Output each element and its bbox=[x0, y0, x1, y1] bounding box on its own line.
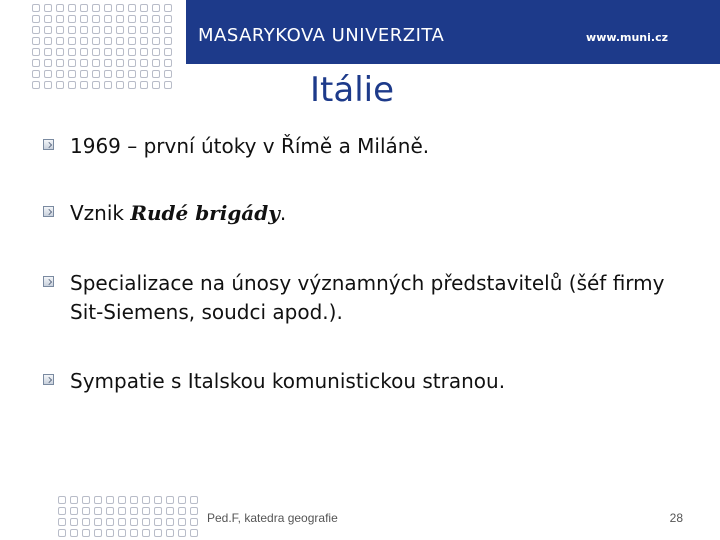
pattern-square bbox=[152, 4, 160, 12]
bullet-item bbox=[43, 132, 695, 161]
pattern-square bbox=[70, 496, 78, 504]
pattern-square bbox=[104, 15, 112, 23]
pattern-square bbox=[44, 48, 52, 56]
pattern-square bbox=[92, 4, 100, 12]
pattern-square bbox=[190, 496, 198, 504]
pattern-square bbox=[44, 59, 52, 67]
pattern-square bbox=[142, 518, 150, 526]
pattern-square bbox=[70, 518, 78, 526]
pattern-square bbox=[44, 4, 52, 12]
pattern-square bbox=[56, 48, 64, 56]
pattern-square bbox=[56, 59, 64, 67]
pattern-square bbox=[118, 518, 126, 526]
pattern-square bbox=[166, 507, 174, 515]
pattern-square bbox=[116, 26, 124, 34]
pattern-square bbox=[128, 37, 136, 45]
pattern-square bbox=[94, 518, 102, 526]
pattern-square bbox=[32, 37, 40, 45]
bullet-text: 1969 – první útoky v Římě a Miláně. bbox=[70, 134, 430, 158]
pattern-square bbox=[164, 37, 172, 45]
pattern-square bbox=[32, 4, 40, 12]
pattern-square bbox=[94, 529, 102, 537]
bullet-text: Specializace na únosy významných představitelů (šéf firmy Sit-Siemens, soudci apod.). bbox=[70, 271, 665, 324]
pattern-square bbox=[58, 518, 66, 526]
pattern-square bbox=[70, 507, 78, 515]
pattern-square bbox=[130, 507, 138, 515]
pattern-square bbox=[56, 26, 64, 34]
header-url: www.muni.cz bbox=[586, 31, 668, 44]
footer-text: Ped.F, katedra geografie bbox=[207, 511, 338, 525]
pattern-square bbox=[80, 48, 88, 56]
pattern-square bbox=[68, 81, 76, 89]
bullet-item bbox=[43, 199, 695, 228]
pattern-square bbox=[116, 81, 124, 89]
pattern-square bbox=[164, 70, 172, 78]
bullet-icon bbox=[43, 139, 54, 150]
pattern-square bbox=[32, 59, 40, 67]
pattern-square bbox=[142, 529, 150, 537]
pattern-square bbox=[118, 507, 126, 515]
pattern-square bbox=[140, 81, 148, 89]
pattern-square bbox=[56, 37, 64, 45]
pattern-square bbox=[94, 496, 102, 504]
pattern-square bbox=[178, 507, 186, 515]
pattern-square bbox=[128, 70, 136, 78]
pattern-square bbox=[190, 507, 198, 515]
pattern-square bbox=[178, 518, 186, 526]
pattern-square bbox=[166, 518, 174, 526]
pattern-square bbox=[164, 48, 172, 56]
pattern-square bbox=[128, 59, 136, 67]
pattern-square bbox=[130, 529, 138, 537]
pattern-square bbox=[58, 529, 66, 537]
decorative-square-pattern bbox=[0, 0, 186, 84]
pattern-square bbox=[104, 59, 112, 67]
bullet-icon bbox=[43, 206, 54, 217]
pattern-square bbox=[190, 529, 198, 537]
pattern-square bbox=[68, 70, 76, 78]
pattern-square bbox=[152, 81, 160, 89]
pattern-square bbox=[32, 70, 40, 78]
pattern-square bbox=[80, 15, 88, 23]
pattern-square bbox=[32, 15, 40, 23]
pattern-square bbox=[152, 70, 160, 78]
pattern-square bbox=[68, 4, 76, 12]
pattern-square bbox=[118, 496, 126, 504]
pattern-square bbox=[166, 496, 174, 504]
pattern-square bbox=[92, 70, 100, 78]
pattern-square bbox=[104, 4, 112, 12]
pattern-square bbox=[80, 81, 88, 89]
pattern-square bbox=[128, 81, 136, 89]
pattern-square bbox=[104, 70, 112, 78]
pattern-square bbox=[70, 529, 78, 537]
pattern-square bbox=[152, 37, 160, 45]
pattern-square bbox=[152, 26, 160, 34]
bullet-prefix: Vznik bbox=[70, 201, 131, 225]
pattern-square bbox=[190, 518, 198, 526]
pattern-square bbox=[128, 48, 136, 56]
pattern-square bbox=[116, 15, 124, 23]
pattern-square bbox=[152, 15, 160, 23]
pattern-square bbox=[154, 529, 162, 537]
bullet-item bbox=[43, 269, 695, 327]
pattern-square bbox=[68, 26, 76, 34]
pattern-square bbox=[58, 507, 66, 515]
pattern-square bbox=[140, 70, 148, 78]
bullet-suffix: . bbox=[279, 201, 287, 225]
pattern-square bbox=[92, 37, 100, 45]
pattern-square bbox=[56, 70, 64, 78]
pattern-square bbox=[166, 529, 174, 537]
pattern-square bbox=[104, 26, 112, 34]
pattern-square bbox=[92, 15, 100, 23]
pattern-square bbox=[44, 81, 52, 89]
pattern-square bbox=[140, 37, 148, 45]
pattern-square bbox=[152, 48, 160, 56]
pattern-square bbox=[44, 15, 52, 23]
pattern-square bbox=[154, 518, 162, 526]
pattern-square bbox=[44, 26, 52, 34]
bullet-text: Sympatie s Italskou komunistickou stranou. bbox=[70, 369, 506, 393]
pattern-square bbox=[154, 496, 162, 504]
pattern-square bbox=[80, 70, 88, 78]
pattern-square bbox=[44, 70, 52, 78]
pattern-square bbox=[140, 26, 148, 34]
page-number: 28 bbox=[669, 511, 683, 525]
pattern-square bbox=[80, 37, 88, 45]
pattern-square bbox=[178, 529, 186, 537]
bullet-text bbox=[70, 199, 695, 228]
pattern-square bbox=[178, 496, 186, 504]
pattern-square bbox=[104, 81, 112, 89]
pattern-square bbox=[130, 518, 138, 526]
pattern-square bbox=[164, 15, 172, 23]
pattern-square bbox=[106, 529, 114, 537]
pattern-square bbox=[140, 15, 148, 23]
pattern-square bbox=[154, 507, 162, 515]
pattern-square bbox=[128, 26, 136, 34]
pattern-square bbox=[92, 26, 100, 34]
pattern-square bbox=[32, 48, 40, 56]
pattern-square bbox=[56, 15, 64, 23]
pattern-square bbox=[164, 26, 172, 34]
pattern-square bbox=[92, 59, 100, 67]
pattern-square bbox=[140, 48, 148, 56]
pattern-square bbox=[164, 59, 172, 67]
pattern-square bbox=[140, 59, 148, 67]
pattern-square bbox=[142, 507, 150, 515]
pattern-square bbox=[56, 81, 64, 89]
pattern-square bbox=[118, 529, 126, 537]
pattern-square bbox=[164, 81, 172, 89]
pattern-square bbox=[80, 26, 88, 34]
pattern-square bbox=[116, 59, 124, 67]
pattern-square bbox=[32, 26, 40, 34]
pattern-square bbox=[116, 4, 124, 12]
bullet-icon bbox=[43, 374, 54, 385]
pattern-square bbox=[92, 48, 100, 56]
pattern-square bbox=[82, 518, 90, 526]
pattern-square bbox=[68, 59, 76, 67]
pattern-square bbox=[116, 70, 124, 78]
pattern-square bbox=[104, 48, 112, 56]
pattern-square bbox=[82, 529, 90, 537]
pattern-square bbox=[68, 48, 76, 56]
pattern-square bbox=[94, 507, 102, 515]
pattern-square bbox=[106, 507, 114, 515]
pattern-square bbox=[164, 4, 172, 12]
pattern-square bbox=[142, 496, 150, 504]
pattern-square bbox=[152, 59, 160, 67]
pattern-square bbox=[116, 48, 124, 56]
pattern-square bbox=[82, 507, 90, 515]
pattern-square bbox=[116, 37, 124, 45]
pattern-square bbox=[68, 37, 76, 45]
pattern-square bbox=[82, 496, 90, 504]
pattern-square bbox=[58, 496, 66, 504]
pattern-square bbox=[80, 59, 88, 67]
bullet-icon bbox=[43, 276, 54, 287]
pattern-square bbox=[106, 518, 114, 526]
pattern-square bbox=[32, 81, 40, 89]
pattern-square bbox=[56, 4, 64, 12]
pattern-square bbox=[104, 37, 112, 45]
pattern-square bbox=[130, 496, 138, 504]
pattern-square bbox=[92, 81, 100, 89]
pattern-square bbox=[106, 496, 114, 504]
slide-title: Itálie bbox=[310, 70, 395, 110]
pattern-square bbox=[128, 4, 136, 12]
university-name: MASARYKOVA UNIVERZITA bbox=[198, 25, 445, 46]
pattern-square bbox=[128, 15, 136, 23]
pattern-square bbox=[68, 15, 76, 23]
bullet-emphasis: Rudé brigády bbox=[130, 201, 280, 225]
pattern-square bbox=[44, 37, 52, 45]
pattern-square bbox=[80, 4, 88, 12]
pattern-square bbox=[140, 4, 148, 12]
bullet-item bbox=[43, 367, 695, 396]
